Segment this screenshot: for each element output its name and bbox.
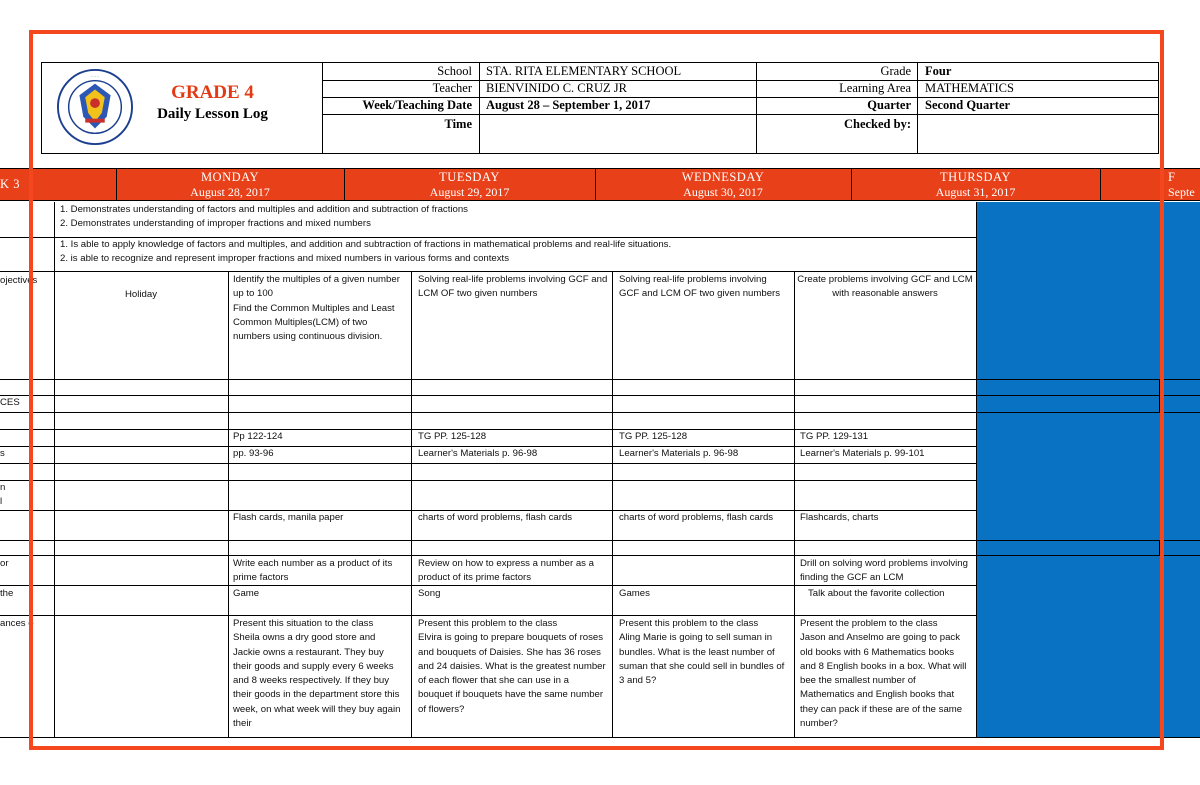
grade-value: Four	[925, 64, 952, 78]
examples-tuesday: Present this situation to the class Sheila owns a dry good store and Jackie owns a restaurant. They buy their goods and supply every 6 weeks and 8 weeks respectively. If they buy their goods in the department store this week, on what week will they buy again their	[233, 618, 401, 730]
resources-friday: Flashcards, charts	[800, 512, 879, 523]
grade-title: GRADE 4	[171, 82, 254, 103]
objective-monday: Holiday	[125, 289, 157, 300]
purpose-friday: Talk about the favorite collection	[808, 588, 945, 599]
examples-thursday: Present this problem to the class Aling Marie is going to sell suman in bundles. What is the least number of suman that she could sell in bundles of 3 and 5?	[619, 618, 785, 687]
row-label-references: CES	[0, 397, 20, 408]
resources-thursday: charts of word problems, flash cards	[619, 512, 774, 523]
examples-friday: Present the problem to the class Jason and Anselmo are going to pack old books with 6 Mathematics books and 8 English books in a box. What will bee the smallest number of Mathematics and English books that they can pack if these are of the same number?	[800, 618, 967, 730]
lm-pages-wednesday: Learner's Materials p. 96-98	[418, 448, 538, 459]
week-value: August 28 – September 1, 2017	[486, 98, 651, 112]
grade-label: Grade	[880, 64, 911, 78]
lm-pages-thursday: Learner's Materials p. 96-98	[619, 448, 739, 459]
objective-thursday: Solving real-life problems involving GCF and LCM OF two given numbers	[619, 274, 781, 300]
week-label: Week/Teaching Date	[362, 98, 472, 112]
day-wednesday: WEDNESDAY August 30, 2017	[681, 170, 765, 199]
review-friday: Drill on solving word problems involving finding the GCF an LCM	[800, 558, 968, 584]
review-wednesday: Review on how to express a number as a product of its prime factors	[418, 558, 594, 584]
teacher-label: Teacher	[432, 81, 472, 95]
objective-wednesday: Solving real-life problems involving GCF and LCM OF two given numbers	[418, 274, 608, 300]
time-label: Time	[444, 117, 472, 131]
tg-pages-wednesday: TG PP. 125-128	[418, 431, 487, 442]
objective-friday: Create problems involving GCF and LCM with reasonable answers	[797, 274, 973, 300]
tg-pages-tuesday: Pp 122-124	[233, 431, 283, 442]
performance-standard-2: 2. is able to recognize and represent improper fractions and mixed numbers in various forms and contexts	[60, 253, 509, 264]
resources-wednesday: charts of word problems, flash cards	[418, 512, 573, 523]
day-monday: MONDAY August 28, 2017	[190, 170, 270, 199]
friday-column-fill	[976, 202, 1200, 738]
resources-tuesday: Flash cards, manila paper	[233, 512, 344, 523]
day-friday: F Septe	[1168, 170, 1195, 199]
day-tuesday: TUESDAY August 29, 2017	[429, 170, 510, 199]
row-label-portal-b: l	[0, 496, 3, 507]
objective-tuesday: Identify the multiples of a given number up to 100 Find the Common Multiples and Least Common Multiples(LCM) of two numbers using continuous division.	[233, 274, 400, 343]
teacher-value: BIENVINIDO C. CRUZ JR	[486, 81, 627, 95]
day-thursday: THURSDAY August 31, 2017	[935, 170, 1016, 199]
tg-pages-friday: TG PP. 129-131	[800, 431, 869, 442]
purpose-tuesday: Game	[233, 588, 260, 599]
review-tuesday: Write each number as a product of its prime factors	[233, 558, 393, 584]
learning-area-value: MATHEMATICS	[925, 81, 1014, 95]
tg-pages-thursday: TG PP. 125-128	[619, 431, 688, 442]
week-label: K 3	[0, 177, 20, 191]
checked-by-label: Checked by:	[843, 117, 911, 131]
row-label-objectives: ojectives	[0, 275, 38, 286]
svg-text:· · ·: · · ·	[91, 73, 99, 80]
log-title: Daily Lesson Log	[157, 106, 268, 122]
quarter-value: Second Quarter	[925, 98, 1011, 112]
row-label-examples: ances o	[0, 618, 34, 629]
examples-wednesday: Present this problem to the class Elvira is going to prepare bouquets of roses and bouquets of Daisies. She has 36 roses and 24 daisies. What is the greatest number of each flower that she can use in a bouquet if bouquets have the same number of flowers?	[418, 618, 606, 715]
quarter-label: Quarter	[867, 98, 911, 112]
lm-pages-tuesday: pp. 93-96	[233, 448, 274, 459]
row-label-portal-a: n	[0, 482, 6, 493]
purpose-wednesday: Song	[418, 588, 441, 599]
school-label: School	[437, 64, 472, 78]
row-label-lm: s	[0, 448, 5, 459]
learning-area-label: Learning Area	[839, 81, 911, 95]
row-label-purpose: the	[0, 588, 14, 599]
content-standard-1: 1. Demonstrates understanding of factors and multiples and addition and subtraction of fractions	[60, 204, 468, 215]
school-value: STA. RITA ELEMENTARY SCHOOL	[486, 64, 682, 78]
lm-pages-friday: Learner's Materials p. 99-101	[800, 448, 925, 459]
performance-standard-1: 1. Is able to apply knowledge of factors and multiples, and addition and subtraction of fractions in mathematical problems and real-life situations.	[60, 239, 672, 250]
purpose-thursday: Games	[619, 588, 650, 599]
row-label-review: or	[0, 558, 9, 569]
content-standard-2: 2. Demonstrates understanding of improper fractions and mixed numbers	[60, 218, 371, 229]
